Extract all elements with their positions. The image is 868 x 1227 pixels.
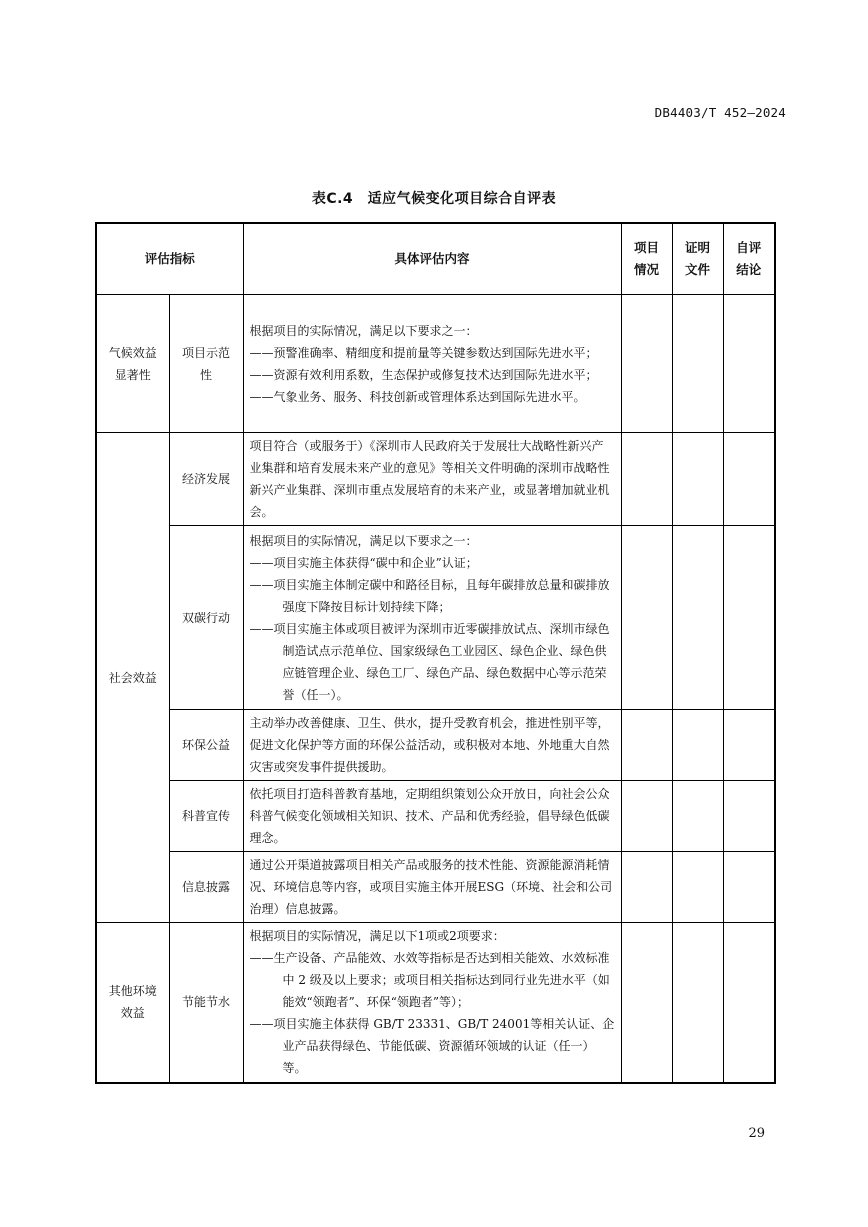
evidence-cell[interactable] (672, 526, 723, 710)
project-status-cell[interactable] (621, 433, 672, 526)
evidence-cell[interactable] (672, 295, 723, 433)
project-status-cell[interactable] (621, 526, 672, 710)
self-evaluation-table (95, 222, 776, 1084)
content-cell: 根据项目的实际情况，满足以下1项或2项要求： ——生产设备、产品能效、水效等指标是否达到相关能效、水效标准中 2 级及以上要求；或项目相关指标达到同行业先进水平（如能效“领跑者”、环保“领跑者”等）； ——项目实施主体获得 GB/T 23331、GB/T 24001等相关认证、企业产品获得绿色、节能低碳、资源循环领域的认证（任一）等。 (243, 923, 621, 1083)
evidence-cell[interactable] (672, 852, 723, 923)
conclusion-cell[interactable] (723, 433, 775, 526)
table-row (96, 710, 775, 781)
content-cell: 依托项目打造科普教育基地，定期组织策划公众开放日，向社会公众科普气候变化领域相关知识、技术、产品和优秀经验，倡导绿色低碳理念。 (243, 781, 621, 852)
project-status-cell[interactable] (621, 852, 672, 923)
content-cell: 项目符合（或服务于）《深圳市人民政府关于发展壮大战略性新兴产业集群和培育发展未来产业的意见》等相关文件明确的深圳市战略性新兴产业集群、深圳市重点发展培育的未来产业，或显著增加就业机会。 (243, 433, 621, 526)
sub-indicator-cell: 经济发展 (169, 433, 243, 526)
page-number: 29 (748, 1126, 765, 1141)
category-cell: 其他环境 效益 (96, 923, 169, 1083)
table-row (96, 852, 775, 923)
conclusion-cell[interactable] (723, 295, 775, 433)
conclusion-cell[interactable] (723, 852, 775, 923)
content-cell: 根据项目的实际情况，满足以下要求之一： ——预警准确率、精细度和提前量等关键参数达到国际先进水平； ——资源有效利用系数，生态保护或修复技术达到国际先进水平； ——气象业务、服务、科技创新或管理体系达到国际先进水平。 (243, 295, 621, 433)
sub-indicator-cell: 双碳行动 (169, 526, 243, 710)
sub-indicator-cell: 科普宣传 (169, 781, 243, 852)
project-status-cell[interactable] (621, 923, 672, 1083)
category-cell: 社会效益 (96, 433, 169, 923)
table-row (96, 781, 775, 852)
header-project-status: 项目 情况 (621, 223, 672, 295)
conclusion-cell[interactable] (723, 923, 775, 1083)
category-cell: 气候效益 显著性 (96, 295, 169, 433)
project-status-cell[interactable] (621, 781, 672, 852)
table-header-row (96, 223, 775, 295)
evidence-cell[interactable] (672, 710, 723, 781)
table-row (96, 923, 775, 1083)
sub-indicator-cell: 节能节水 (169, 923, 243, 1083)
conclusion-cell[interactable] (723, 781, 775, 852)
sub-indicator-cell: 环保公益 (169, 710, 243, 781)
content-cell: 主动举办改善健康、卫生、供水，提升受教育机会，推进性别平等，促进文化保护等方面的环保公益活动，或积极对本地、外地重大自然灾害或突发事件提供援助。 (243, 710, 621, 781)
table-row (96, 295, 775, 433)
header-content: 具体评估内容 (243, 223, 621, 295)
evidence-cell[interactable] (672, 923, 723, 1083)
content-cell: 通过公开渠道披露项目相关产品或服务的技术性能、资源能源消耗情况、环境信息等内容，或项目实施主体开展ESG（环境、社会和公司治理）信息披露。 (243, 852, 621, 923)
sub-indicator-cell: 项目示范 性 (169, 295, 243, 433)
header-conclusion: 自评 结论 (723, 223, 775, 295)
sub-indicator-cell: 信息披露 (169, 852, 243, 923)
conclusion-cell[interactable] (723, 526, 775, 710)
document-code: DB4403/T 452—2024 (654, 105, 786, 120)
project-status-cell[interactable] (621, 710, 672, 781)
table-row (96, 433, 775, 526)
project-status-cell[interactable] (621, 295, 672, 433)
header-indicator: 评估指标 (96, 223, 243, 295)
evidence-cell[interactable] (672, 433, 723, 526)
table-row (96, 526, 775, 710)
conclusion-cell[interactable] (723, 710, 775, 781)
table-title: 表C.4 适应气候变化项目综合自评表 (311, 191, 557, 207)
evidence-cell[interactable] (672, 781, 723, 852)
header-evidence: 证明 文件 (672, 223, 723, 295)
content-cell: 根据项目的实际情况，满足以下要求之一： ——项目实施主体获得“碳中和企业”认证； ——项目实施主体制定碳中和路径目标，且每年碳排放总量和碳排放强度下降按目标计划持续下降； ——项目实施主体或项目被评为深圳市近零碳排放试点、深圳市绿色制造试点示范单位、国家级绿色工业园区、绿色企业、绿色供应链管理企业、绿色工厂、绿色产品、绿色数据中心等示范荣誉（任一）。 (243, 526, 621, 710)
